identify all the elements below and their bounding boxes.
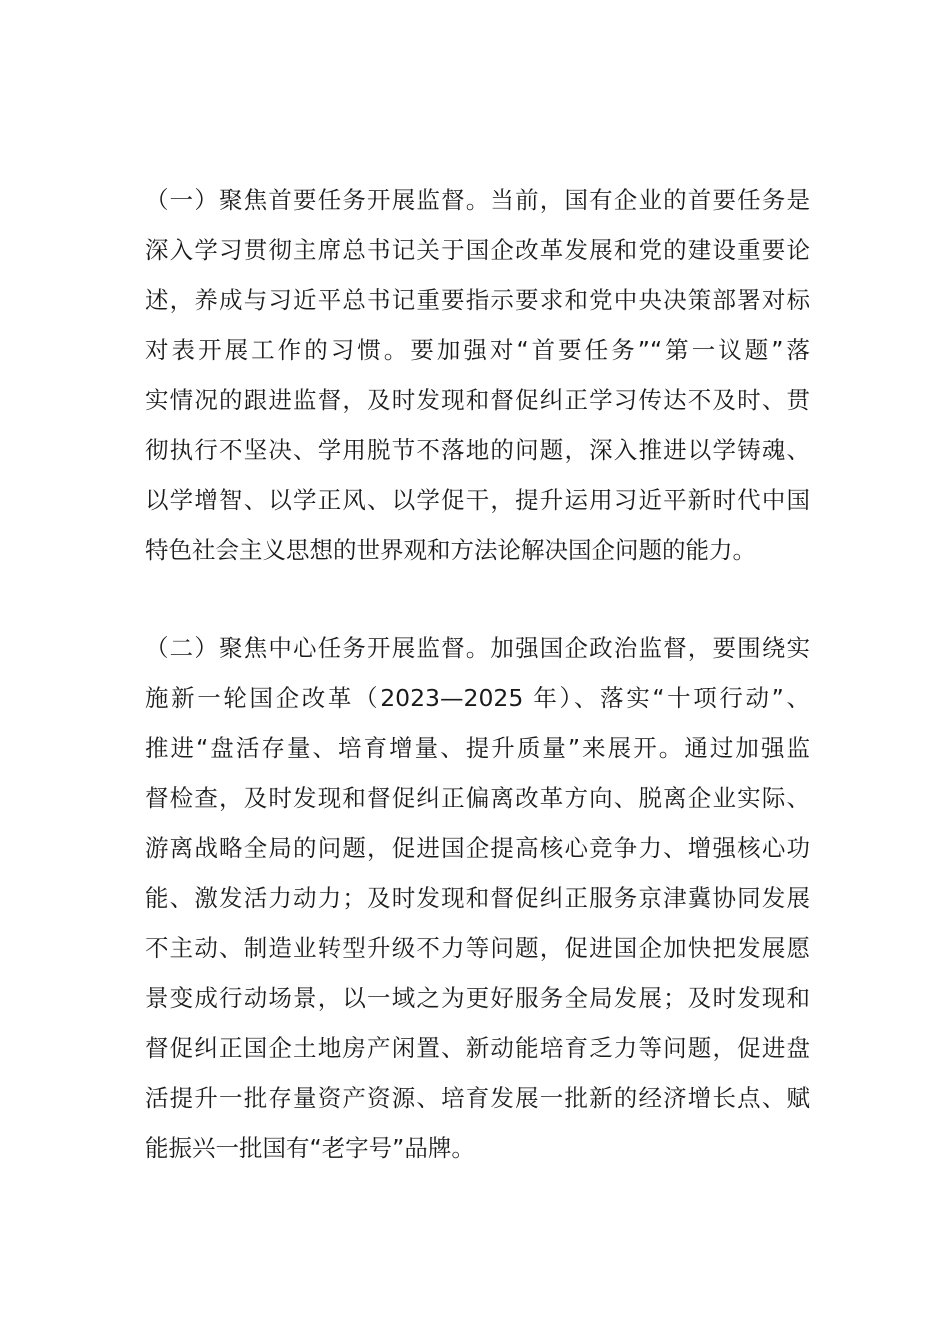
paragraph-line: 能、激发活力动力；及时发现和督促纠正服务京津冀协同发展	[145, 884, 810, 912]
paragraph-line: 对表开展工作的习惯。要加强对“首要任务”“第一议题”落	[145, 336, 810, 364]
paragraph-line: 督促纠正国企土地房产闲置、新动能培育乏力等问题，促进盘	[145, 1034, 810, 1062]
paragraph-line: 深入学习贯彻主席总书记关于国企改革发展和党的建设重要论	[145, 236, 810, 264]
paragraph-section-1	[145, 175, 810, 575]
paragraph-line: 述，养成与习近平总书记重要指示要求和党中央决策部署对标	[145, 286, 810, 314]
paragraph-line: 实情况的跟进监督，及时发现和督促纠正学习传达不及时、贯	[145, 386, 810, 414]
paragraph-line: 景变成行动场景，以一域之为更好服务全局发展；及时发现和	[145, 984, 810, 1012]
paragraph-line: （二）聚焦中心任务开展监督。加强国企政治监督，要围绕实	[145, 634, 810, 662]
paragraph-line: 能振兴一批国有“老字号”品牌。	[145, 1134, 475, 1162]
paragraph-line: 以学增智、以学正风、以学促干，提升运用习近平新时代中国	[145, 486, 810, 514]
paragraph-line: 特色社会主义思想的世界观和方法论解决国企问题的能力。	[145, 536, 756, 564]
paragraph-line: 彻执行不坚决、学用脱节不落地的问题，深入推进以学铸魂、	[145, 436, 810, 464]
paragraph-line: 不主动、制造业转型升级不力等问题，促进国企加快把发展愿	[145, 934, 810, 962]
paragraph-line: 督检查，及时发现和督促纠正偏离改革方向、脱离企业实际、	[145, 784, 810, 812]
paragraph-line: 施新一轮国企改革（2023—2025 年）、落实“十项行动”、	[145, 684, 810, 712]
paragraph-line: 推进“盘活存量、培育增量、提升质量”来展开。通过加强监	[145, 734, 810, 762]
paragraph-line: 活提升一批存量资产资源、培育发展一批新的经济增长点、赋	[145, 1084, 810, 1112]
paragraph-section-2	[145, 623, 810, 1173]
paragraph-line: （一）聚焦首要任务开展监督。当前，国有企业的首要任务是	[145, 186, 810, 214]
paragraph-line: 游离战略全局的问题，促进国企提高核心竞争力、增强核心功	[145, 834, 810, 862]
